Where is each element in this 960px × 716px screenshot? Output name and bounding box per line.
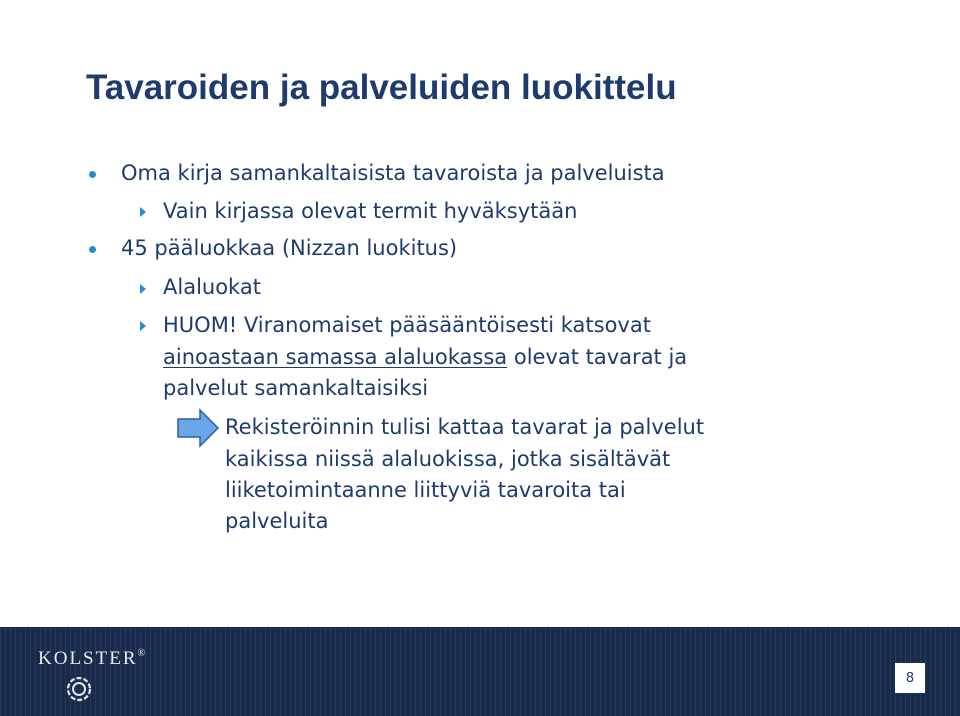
kolster-emblem-icon [66, 676, 92, 702]
bullet-dot-icon [89, 171, 96, 178]
bullet-2-sub-2-line-3: palvelut samankaltaisiksi [163, 376, 429, 400]
underlined-phrase: ainoastaan samassa alaluokassa [163, 345, 508, 369]
note-line-3: liiketoimintaanne liittyviä tavaroita tai [225, 478, 626, 502]
sub-bullet-arrow-icon [140, 207, 146, 217]
registered-mark: ® [137, 648, 146, 659]
note-line-2: kaikissa niissä alaluokissa, jotka sisältävät [225, 447, 671, 471]
bullet-2-sub-2-line-1: HUOM! Viranomaiset pääsääntöisesti katsovat [163, 313, 651, 337]
bullet-2-sub-2-line-2 [163, 342, 687, 373]
page-number: 8 [895, 663, 925, 693]
bullet-1: Oma kirja samankaltaisista tavaroista ja palveluista [121, 161, 665, 185]
note-line-4: palveluita [225, 509, 329, 533]
bullet-2: 45 pääluokkaa (Nizzan luokitus) [121, 236, 458, 260]
sub-bullet-arrow-icon [140, 284, 146, 294]
note-line-1: Rekisteröinnin tulisi kattaa tavarat ja palvelut [225, 415, 705, 439]
footer-band [0, 627, 960, 716]
brand-logo-text [38, 648, 145, 670]
bullet-2-sub-1: Alaluokat [163, 275, 261, 299]
right-arrow-icon [176, 408, 220, 448]
sub-bullet-arrow-icon [140, 321, 146, 331]
slide-title: Tavaroiden ja palveluiden luokittelu [86, 68, 677, 107]
bullet-dot-icon [89, 246, 96, 253]
brand-name: KOLSTER [38, 648, 138, 669]
bullet-1-sub-1: Vain kirjassa olevat termit hyväksytään [163, 199, 578, 223]
line-2-rest: olevat tavarat ja [507, 345, 688, 369]
